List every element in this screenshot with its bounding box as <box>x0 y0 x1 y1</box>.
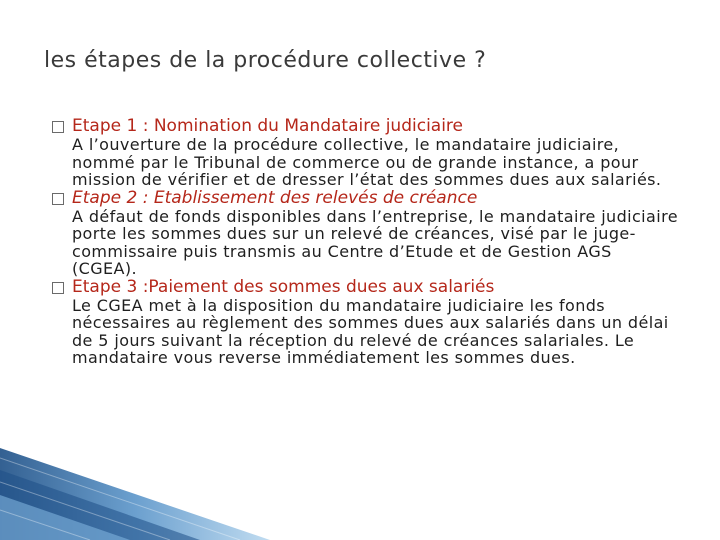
list-item-etape-1 <box>52 117 682 189</box>
list-item-etape-3 <box>52 278 682 367</box>
item-body: A l’ouverture de la procédure collective, le mandataire judiciaire, nommé par le Tribunal de commerce ou de grande instance, a pour mission de vérifier et de dresser l’état des sommes dues aux salariés. <box>72 135 662 189</box>
checkbox-bullet-icon <box>52 193 64 205</box>
item-heading: Etape 3 :Paiement des sommes dues aux salariés <box>72 276 495 297</box>
checkbox-bullet-icon <box>52 282 64 294</box>
item-heading: Etape 2 : Etablissement des relevés de créance <box>72 187 478 208</box>
checkbox-bullet-icon <box>52 121 64 133</box>
slide-title: les étapes de la procédure collective ? <box>44 48 487 73</box>
bullet-list <box>52 117 682 367</box>
item-body: Le CGEA met à la disposition du mandataire judiciaire les fonds nécessaires au règlement des sommes dues aux salariés dans un délai de 5 jours suivant la réception du relevé de créances salariales. Le mandataire vous reverse immédiatement les sommes dues. <box>72 295 669 367</box>
item-body: A défaut de fonds disponibles dans l’entreprise, le mandataire judiciaire porte les sommes dues sur un relevé de créances, visé par le juge-commissaire puis transmis au Centre d’Etude et de Gestion AGS (CGEA). <box>72 206 678 278</box>
item-heading: Etape 1 : Nomination du Mandataire judiciaire <box>72 116 464 136</box>
list-item-etape-2 <box>52 189 682 278</box>
corner-decoration <box>0 440 270 540</box>
